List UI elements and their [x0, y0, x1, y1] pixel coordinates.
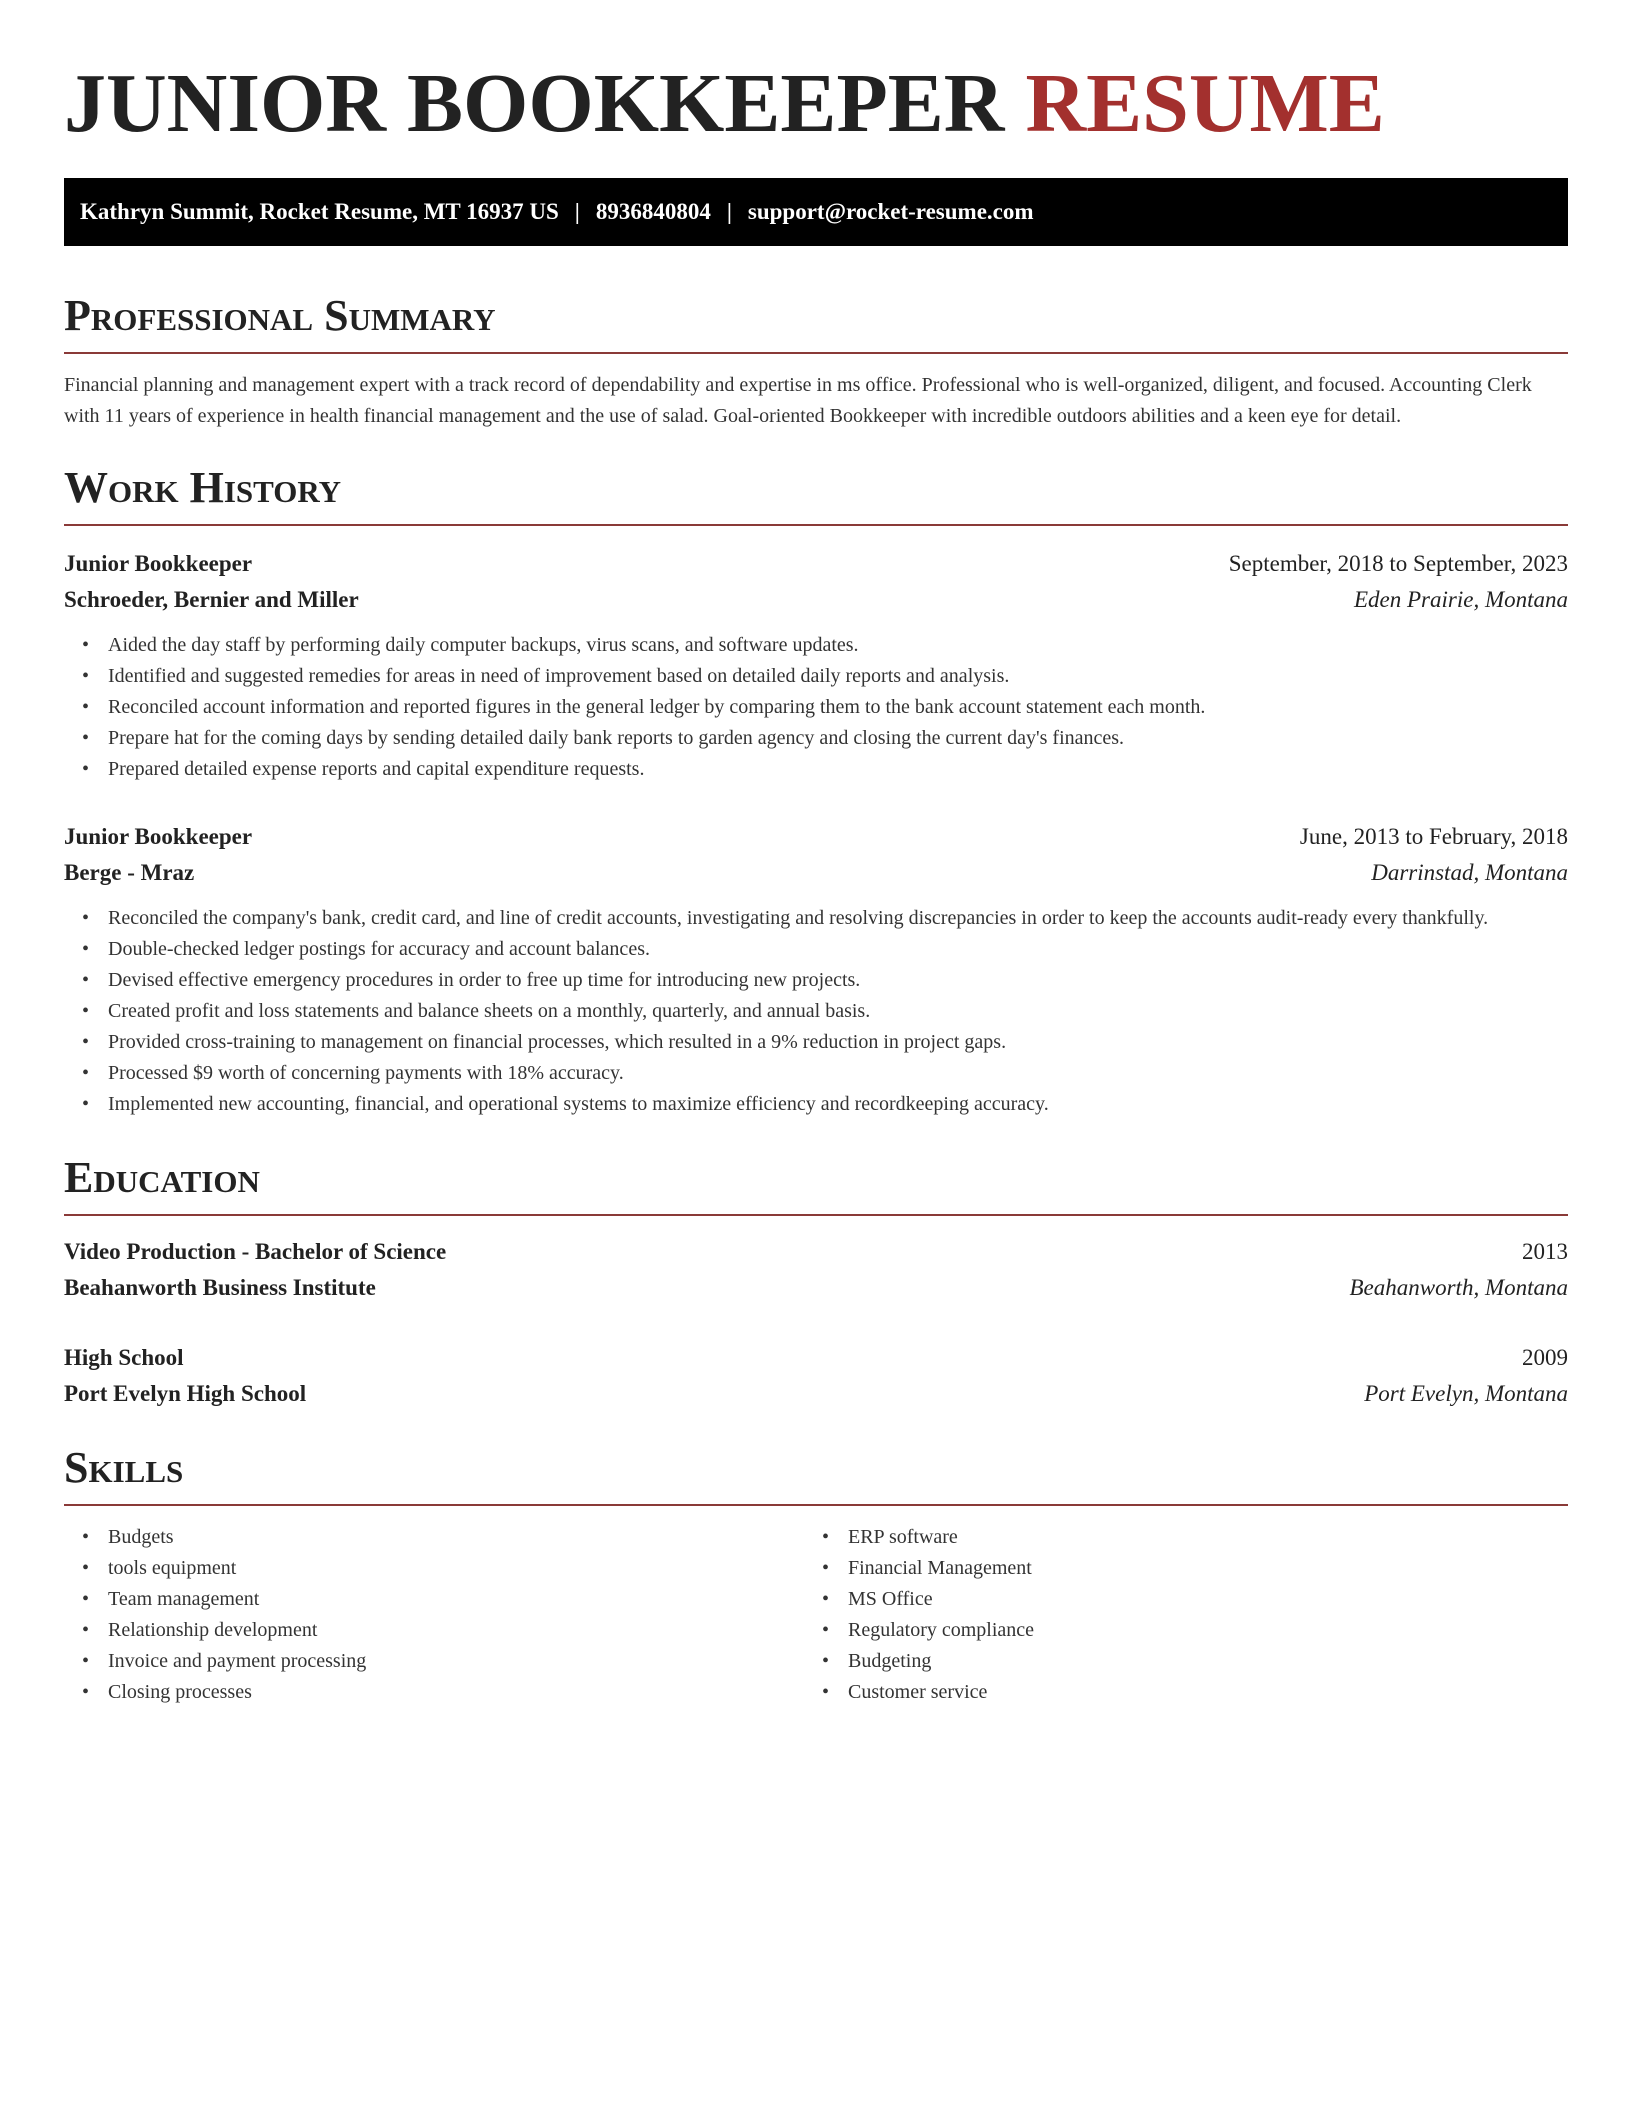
contact-bar — [64, 178, 1568, 246]
skills-heading: Skills — [64, 1443, 184, 1492]
skills-column-left — [64, 1522, 804, 1708]
summary-section — [64, 290, 1568, 432]
job-bullets — [64, 630, 1568, 785]
job-bullet: • Implemented new accounting, financial, and operational systems to maximize efficiency and recordkeeping accuracy. — [108, 1089, 1568, 1120]
job-bullet: • Prepare hat for the coming days by sending detailed daily bank reports to garden agency and closing the current day's finances. — [108, 723, 1568, 754]
contact-address: Kathryn Summit, Rocket Resume, MT 16937 US — [80, 199, 559, 224]
job-bullet: • Reconciled the company's bank, credit card, and line of credit accounts, investigating and resolving discrepancies in order to keep the accounts audit-ready every thankfully. — [108, 903, 1568, 934]
title-main: JUNIOR BOOKKEEPER — [64, 57, 1005, 150]
section-divider — [64, 352, 1568, 354]
skill-item: • Invoice and payment processing — [108, 1646, 804, 1677]
job-dates: September, 2018 to September, 2023 — [1228, 551, 1568, 576]
education-year: 2009 — [1522, 1345, 1568, 1370]
education-degree: High School — [64, 1345, 184, 1370]
education-heading: Education — [64, 1153, 260, 1202]
education-section — [64, 1152, 1568, 1412]
job-bullet: • Identified and suggested remedies for areas in need of improvement based on detailed daily reports and analysis. — [108, 661, 1568, 692]
contact-separator: | — [574, 199, 580, 224]
resume-title — [64, 56, 1568, 152]
education-school: Port Evelyn High School — [64, 1381, 307, 1406]
skill-item: • Team management — [108, 1584, 804, 1615]
skill-item: • Closing processes — [108, 1677, 804, 1708]
contact-phone: 8936840804 — [595, 199, 711, 224]
job-bullet: • Reconciled account information and reported figures in the general ledger by comparing them to the bank account statement each month. — [108, 692, 1568, 723]
job-title: Junior Bookkeeper — [64, 551, 253, 576]
skill-item: • Customer service — [848, 1677, 1544, 1708]
summary-heading: Professional Summary — [64, 291, 496, 340]
education-entry — [64, 1234, 1568, 1306]
skill-item: • Budgeting — [848, 1646, 1544, 1677]
contact-separator: | — [726, 199, 732, 224]
job-dates: June, 2013 to February, 2018 — [1299, 824, 1568, 849]
title-accent: RESUME — [1025, 57, 1385, 150]
job-company: Berge - Mraz — [64, 860, 195, 885]
skills-grid — [64, 1522, 1568, 1708]
education-entry — [64, 1340, 1568, 1412]
work-history-heading: Work History — [64, 463, 342, 512]
job-bullet: • Double-checked ledger postings for accuracy and account balances. — [108, 934, 1568, 965]
education-location: Beahanworth, Montana — [1349, 1275, 1568, 1300]
skills-list — [64, 1522, 804, 1708]
resume-page — [64, 0, 1568, 1708]
skill-item: • Budgets — [108, 1522, 804, 1553]
skill-item: • tools equipment — [108, 1553, 804, 1584]
job-bullet: • Aided the day staff by performing daily computer backups, virus scans, and software updates. — [108, 630, 1568, 661]
skill-item: • Relationship development — [108, 1615, 804, 1646]
job-location: Eden Prairie, Montana — [1354, 587, 1568, 612]
job-entry — [64, 546, 1568, 785]
section-divider — [64, 1504, 1568, 1506]
job-company: Schroeder, Bernier and Miller — [64, 587, 359, 612]
skill-item: • Financial Management — [848, 1553, 1544, 1584]
skills-section — [64, 1442, 1568, 1708]
work-history-section — [64, 462, 1568, 1120]
education-location: Port Evelyn, Montana — [1364, 1381, 1568, 1406]
contact-email: support@rocket-resume.com — [747, 199, 1034, 224]
skill-item: • ERP software — [848, 1522, 1544, 1553]
job-entry — [64, 819, 1568, 1120]
job-bullets — [64, 903, 1568, 1120]
skill-item: • MS Office — [848, 1584, 1544, 1615]
job-bullet: • Devised effective emergency procedures in order to free up time for introducing new projects. — [108, 965, 1568, 996]
summary-text: Financial planning and management expert with a track record of dependability and expertise in ms office. Professional who is well-organized, diligent, and focused. Accounting Clerk with 11 years of experience in health financial management and the use of salad. Goal-oriented Bookkeeper with incredible outdoors abilities and a keen eye for detail. — [64, 374, 1532, 427]
skills-column-right — [804, 1522, 1544, 1708]
job-bullet: • Processed $9 worth of concerning payments with 18% accuracy. — [108, 1058, 1568, 1089]
education-year: 2013 — [1522, 1239, 1568, 1264]
job-bullet: • Created profit and loss statements and balance sheets on a monthly, quarterly, and annual basis. — [108, 996, 1568, 1027]
job-location: Darrinstad, Montana — [1371, 860, 1568, 885]
education-degree: Video Production - Bachelor of Science — [64, 1239, 447, 1264]
job-bullet: • Provided cross-training to management on financial processes, which resulted in a 9% reduction in project gaps. — [108, 1027, 1568, 1058]
skills-list — [804, 1522, 1544, 1708]
job-title: Junior Bookkeeper — [64, 824, 253, 849]
section-divider — [64, 1214, 1568, 1216]
job-bullet: • Prepared detailed expense reports and capital expenditure requests. — [108, 754, 1568, 785]
section-divider — [64, 524, 1568, 526]
education-school: Beahanworth Business Institute — [64, 1275, 376, 1300]
skill-item: • Regulatory compliance — [848, 1615, 1544, 1646]
